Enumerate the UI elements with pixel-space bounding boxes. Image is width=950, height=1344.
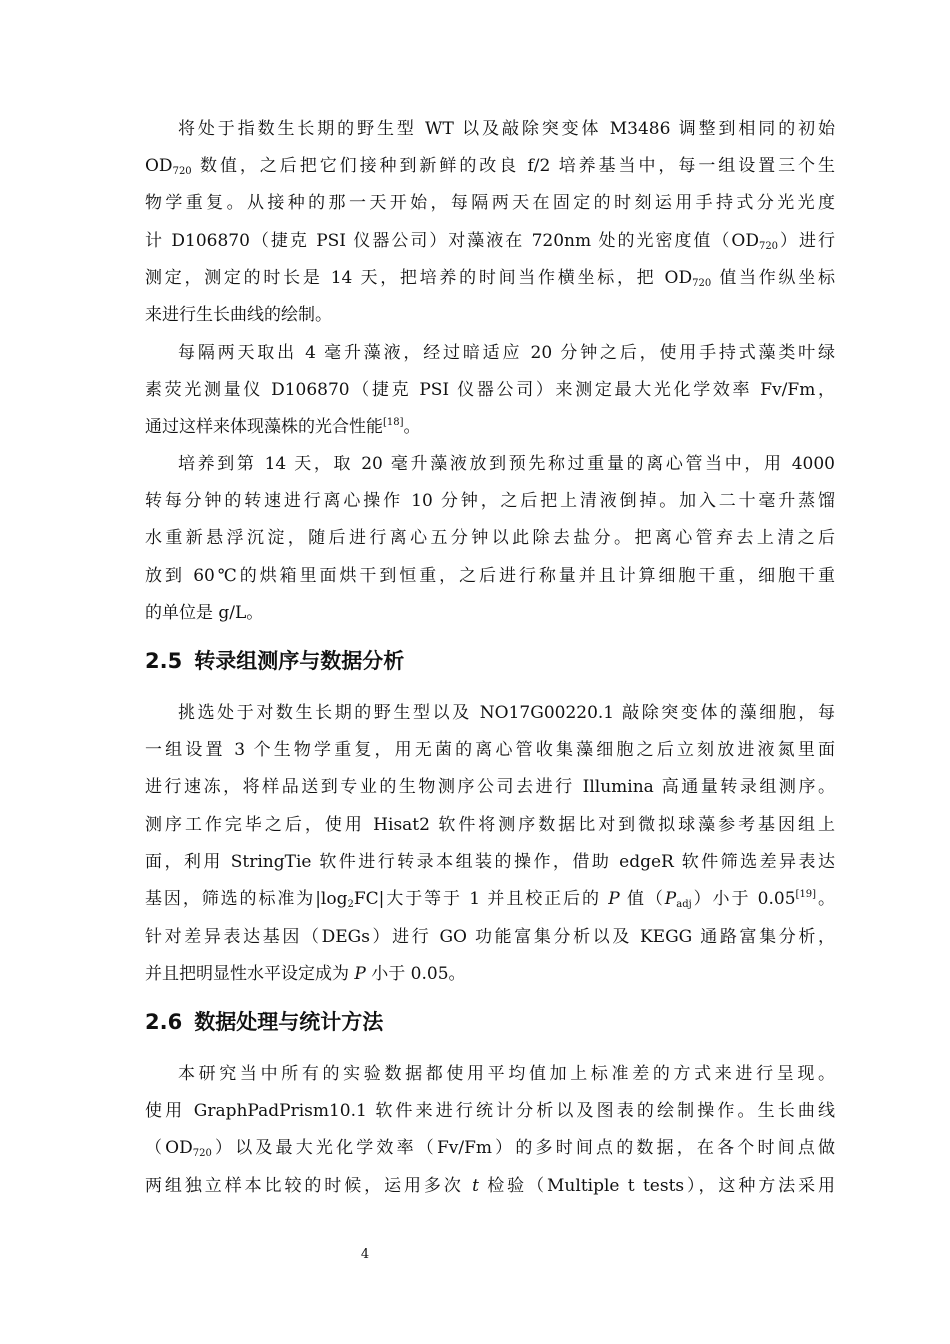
paragraph-line: 测定，测定的时长是 14 天，把培养的时间当作横坐标，把 $OD_{720}$ 值当作纵坐标 (145, 268, 835, 289)
paragraph-line: 的单位是 g/L。 (145, 603, 264, 623)
paragraph-line: 放到 60℃的烘箱里面烘干到恒重，之后进行称量并且计算细胞干重，细胞干重 (145, 566, 835, 586)
paragraph-line: 两组独立样本比较的时候，运用多次 t 检验（Multiple t tests），这种方法采用 (145, 1176, 836, 1196)
section-title: 转录组测序与数据分析 (194, 649, 405, 673)
paragraph-line: 素荧光测量仪 D106870（捷克 PSI 仪器公司）来测定最大光化学效率 Fv/Fm， (145, 380, 835, 400)
paragraph-line: 进行速冻，将样品送到专业的生物测序公司去进行 Illumina 高通量转录组测序。 (145, 777, 835, 797)
paragraph-line: $(OD_{720})$以及最大光化学效率（Fv/Fm）的多时间点的数据，在各个时间点做 (145, 1138, 835, 1159)
section-title: 数据处理与统计方法 (194, 1010, 384, 1034)
section-heading-2-6 (145, 1006, 383, 1038)
paragraph-line: 计 D106870（捷克 PSI 仪器公司）对藻液在 720nm 处的光密度值$(OD_{720})$进行 (145, 231, 835, 252)
paragraph-line: 通过这样来体现藻株的光合性能[18]。 (145, 417, 421, 437)
paragraph-line: 测序工作完毕之后，使用 Hisat2 软件将测序数据比对到微拟球藻参考基因组上 (145, 815, 835, 835)
paragraph-line: 每隔两天取出 4 毫升藻液，经过暗适应 20 分钟之后，使用手持式藻类叶绿 (178, 343, 835, 363)
paragraph-line: 物学重复。从接种的那一天开始，每隔两天在固定的时刻运用手持式分光光度 (145, 193, 835, 213)
paragraph-line: 并且把明显性水平设定成为 P 小于 0.05。 (145, 964, 466, 984)
paragraph-line: 挑选处于对数生长期的野生型以及 NO17G00220.1 敲除突变体的藻细胞，每 (178, 703, 835, 723)
paragraph-line: $OD_{720}$ 数值，之后把它们接种到新鲜的改良 f/2 培养基当中，每一组设置三个生 (145, 156, 835, 177)
paragraph-line: 本研究当中所有的实验数据都使用平均值加上标准差的方式来进行呈现。 (178, 1064, 835, 1084)
page-number: 4 (360, 1247, 370, 1262)
paragraph-line: 将处于指数生长期的野生型 WT 以及敲除突变体 M3486 调整到相同的初始 (178, 119, 835, 139)
paragraph-line: 使用 GraphPadPrism10.1 软件来进行统计分析以及图表的绘制操作。生长曲线 (145, 1101, 835, 1121)
paragraph-line: 面，利用 StringTie 软件进行转录本组装的操作，借助 edgeR 软件筛选差异表达 (145, 852, 835, 872)
paragraph-line: 转每分钟的转速进行离心操作 10 分钟，之后把上清液倒掉。加入二十毫升蒸馏 (145, 491, 835, 511)
paragraph-line: 来进行生长曲线的绘制。 (145, 305, 332, 325)
section-number: 2.6 (145, 1010, 183, 1034)
paragraph-line: 一组设置 3 个生物学重复，用无菌的离心管收集藻细胞之后立刻放进液氮里面 (145, 740, 835, 760)
paragraph-line: 针对差异表达基因（DEGs）进行 GO 功能富集分析以及 KEGG 通路富集分析， (145, 927, 835, 947)
section-number: 2.5 (145, 649, 183, 673)
paragraph-line: 基因，筛选的标准为$|\log_2FC|$大于等于 1 并且校正后的 P 值$(P_{adj})$小于 0.05[19]。 (145, 889, 835, 910)
section-heading-2-5 (145, 645, 404, 677)
paragraph-line: 培养到第 14 天，取 20 毫升藻液放到预先称过重量的离心管当中，用 4000 (178, 454, 835, 474)
paragraph-line: 水重新悬浮沉淀，随后进行离心五分钟以此除去盐分。把离心管弃去上清之后 (145, 528, 835, 548)
